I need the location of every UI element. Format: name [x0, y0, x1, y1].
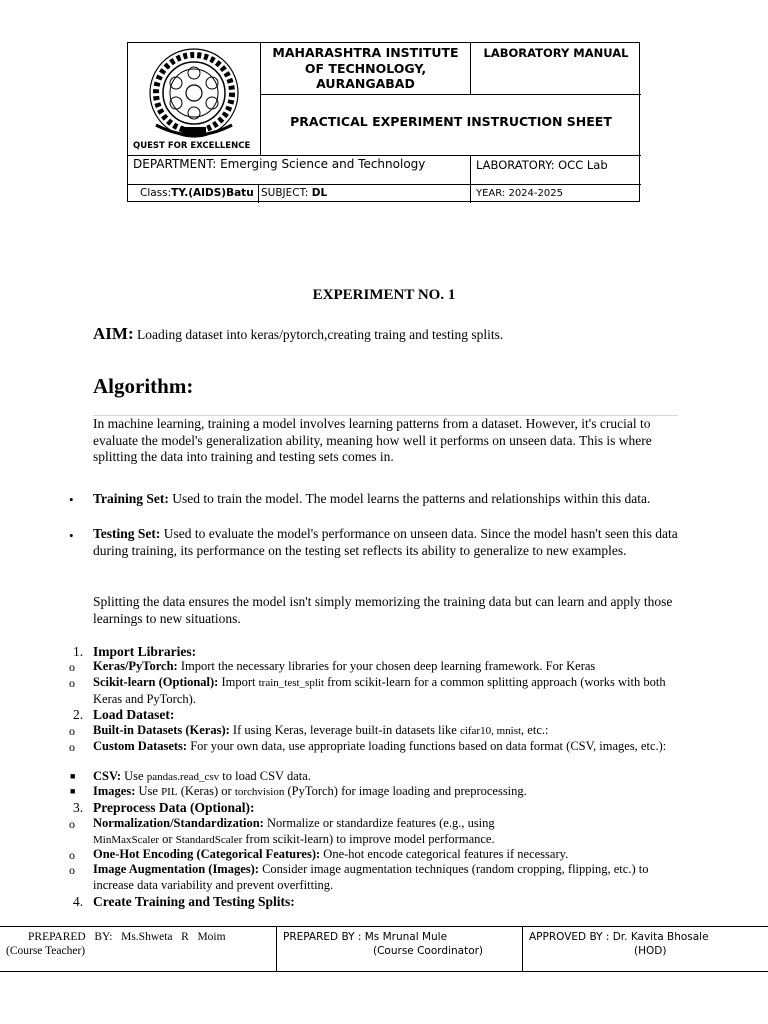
sub-marker: o [69, 740, 75, 754]
code-snippet: cifar10, mnist [459, 725, 522, 737]
step-title: Import Libraries: [93, 644, 197, 659]
year: YEAR: 2024-2025 [470, 184, 641, 203]
header-table [127, 42, 640, 202]
step-3c [93, 862, 653, 893]
institute-name [260, 43, 470, 94]
bullet-text: Used to evaluate the model's performance on unseen data. Since the model hasn't seen this data during training, its performance on the testing set reflects its ability to generalize to new examples. [93, 526, 678, 558]
footer-table [0, 926, 768, 972]
sub-marker: o [69, 863, 75, 877]
aim [93, 324, 503, 344]
sub-term: CSV: [93, 769, 122, 783]
prepared-by-teacher [0, 927, 276, 971]
prepared-by-teacher-line1: PREPARED BY: Ms.Shweta R Moim [28, 931, 226, 943]
step-title: Create Training and Testing Splits: [93, 894, 295, 909]
prepared-by-coordinator [276, 927, 522, 971]
institute-line-1: MAHARASHTRA INSTITUTE [272, 45, 459, 60]
subject-value: DL [311, 187, 328, 199]
bullet-testing-set [93, 526, 685, 559]
sub-text: from scikit-learn for a common splitting approach (works with both Keras and PyTorch). [93, 675, 666, 706]
institute-logo-icon [142, 47, 246, 141]
sub-text: (Keras) or [177, 784, 235, 798]
sub-text: Use [135, 784, 162, 798]
sub-term: Keras/PyTorch: [93, 659, 178, 673]
bullet-training-set [93, 491, 685, 508]
sub-term: Image Augmentation (Images): [93, 862, 259, 876]
prepared-by-coordinator-line1: PREPARED BY : Ms Mrunal Mule [283, 931, 448, 943]
subject-label: SUBJECT: [261, 187, 312, 199]
class-value: TY.(AIDS)Batu [171, 187, 254, 199]
subject-info [258, 184, 470, 203]
sub-marker: o [69, 848, 75, 862]
step-number: 2. [73, 707, 84, 722]
sub-text: Consider image augmentation techniques (random cropping, flipping, etc.) to increase data variability and prevent overfitting. [93, 862, 649, 892]
code-snippet: train_test_split [258, 677, 325, 689]
logo-cell [128, 43, 260, 155]
approved-by-line1: APPROVED BY : Dr. Kavita Bhosale [529, 931, 709, 943]
sub-term: Built-in Datasets (Keras): [93, 723, 230, 737]
sub-text: Use [121, 769, 147, 783]
sub-text: , etc.: [521, 723, 549, 737]
prepared-by-teacher-line2: (Course Teacher) [6, 945, 86, 957]
sub-marker: o [69, 660, 75, 674]
code-snippet: PIL [161, 786, 178, 798]
aim-text: Loading dataset into keras/pytorch,creating traing and testing splits. [133, 327, 504, 342]
code-snippet: pandas.read_csv [146, 771, 220, 783]
step-title: Load Dataset: [93, 707, 175, 722]
bullet-text: Used to train the model. The model learns the patterns and relationships within this data. [168, 491, 651, 506]
sub-text: Import [218, 675, 259, 689]
sub-text: or [158, 831, 176, 846]
sub-text: (PyTorch) for image loading and preprocessing. [284, 784, 527, 798]
sub-term: Images: [93, 784, 136, 798]
step-number: 4. [73, 894, 84, 909]
step-2a [93, 723, 683, 740]
code-snippet: torchvision [234, 786, 285, 798]
sub-term: Scikit-learn (Optional): [93, 675, 219, 689]
laboratory: LABORATORY: OCC Lab [470, 155, 641, 184]
class-info [128, 184, 258, 203]
sheet-title: PRACTICAL EXPERIMENT INSTRUCTION SHEET [260, 94, 641, 155]
code-snippet: MinMaxScaler [93, 833, 159, 846]
approved-by-line2: (HOD) [634, 945, 667, 957]
sub-text: If using Keras, leverage built-in datasets like [229, 723, 460, 737]
bullet-term: Training Set: [93, 491, 169, 506]
splitting-paragraph: Splitting the data ensures the model isn't simply memorizing the training data but can learn and apply those learnings to new situations. [93, 594, 673, 626]
class-label: Class: [140, 187, 172, 199]
approved-by [522, 927, 768, 971]
sub-text: For your own data, use appropriate loading functions based on data format (CSV, images, etc.): [187, 739, 667, 753]
step-number: 1. [73, 644, 84, 659]
sub-text: Import the necessary libraries for your chosen deep learning framework. For Keras [177, 659, 596, 673]
experiment-title: EXPERIMENT NO. 1 [312, 287, 456, 303]
sub-text: to load CSV data. [219, 769, 311, 783]
step-1b [93, 675, 683, 707]
step-3b [93, 847, 683, 863]
institute-line-3: AURANGABAD [316, 76, 415, 91]
step-number: 3. [73, 800, 84, 815]
step-2d [93, 784, 683, 801]
sub-term: Custom Datasets: [93, 739, 188, 753]
sub-marker: ■ [70, 771, 76, 781]
step-2b [93, 739, 683, 755]
sub-marker: o [69, 676, 75, 690]
aim-label: AIM: [93, 324, 134, 343]
code-snippet: StandardScaler [175, 833, 243, 846]
bullet-marker: • [69, 492, 74, 507]
institute-line-2: OF TECHNOLOGY, [304, 60, 427, 76]
sub-term: One-Hot Encoding (Categorical Features): [93, 847, 321, 861]
algorithm-heading: Algorithm: [93, 374, 194, 398]
department: DEPARTMENT: Emerging Science and Technology [128, 155, 470, 184]
sub-text: from scikit-learn) to improve model performance. [242, 831, 495, 846]
sub-text: One-hot encode categorical features if necessary. [320, 847, 569, 861]
manual-label: LABORATORY MANUAL [470, 43, 641, 94]
bullet-marker: • [69, 528, 74, 543]
step-3a [93, 816, 523, 848]
sub-term: Normalization/Standardization: [93, 816, 264, 830]
prepared-by-coordinator-line2: (Course Coordinator) [373, 945, 484, 957]
bullet-term: Testing Set: [93, 526, 161, 541]
step-title: Preprocess Data (Optional): [93, 800, 255, 815]
sub-marker: ■ [70, 786, 76, 796]
step-1a [93, 659, 683, 675]
intro-paragraph: In machine learning, training a model involves learning patterns from a dataset. However, it's crucial to evaluate the model's generalization ability, meaning how well it performs on unseen data. This is where splitting the data into training and testing sets comes in. [93, 416, 652, 464]
sub-text: Normalize or standardize features (e.g., using [263, 816, 495, 830]
logo-motto: QUEST FOR EXCELLENCE [133, 141, 251, 151]
sub-marker: o [69, 724, 75, 738]
sub-marker: o [69, 817, 75, 831]
